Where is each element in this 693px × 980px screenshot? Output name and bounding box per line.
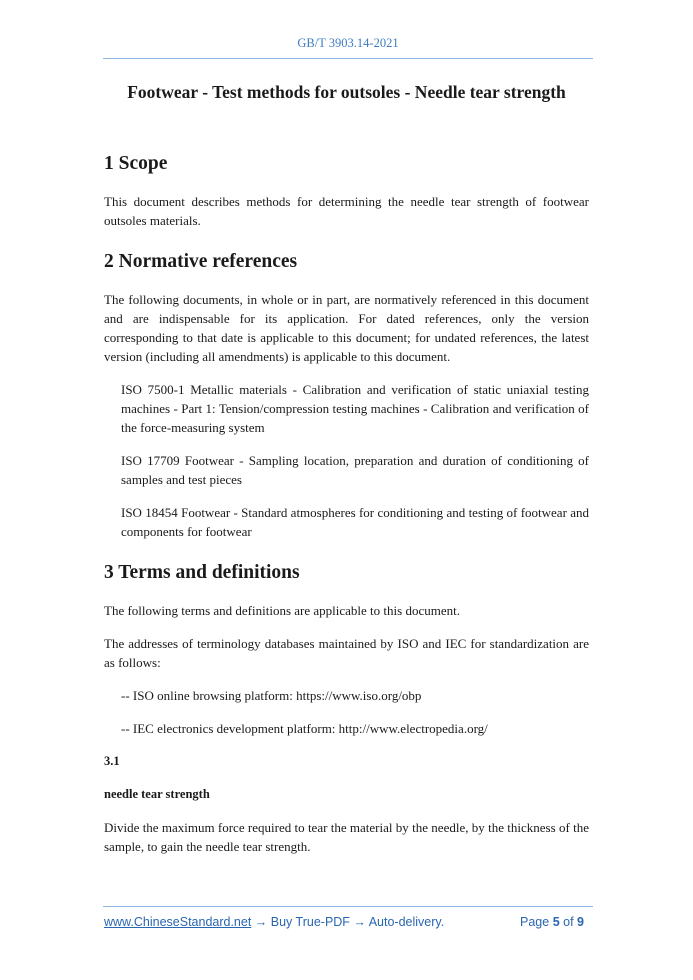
page-of-label: of	[563, 915, 574, 929]
footer-divider	[103, 906, 593, 907]
term-name: needle tear strength	[104, 787, 210, 801]
footer-promo	[104, 915, 444, 929]
terminology-platform-item: -- ISO online browsing platform: https://www.iso.org/obp	[121, 688, 422, 703]
terminology-platform-item: -- IEC electronics development platform: http://www.electropedia.org/	[121, 721, 488, 736]
reference-item: ISO 7500-1 Metallic materials - Calibration and verification of static uniaxial testing machines - Part 1: Tension/compression testing machines - Calibration and verification of the force-measuring system	[121, 382, 589, 435]
chinesestandard-link[interactable]: www.ChineseStandard.net	[104, 915, 252, 929]
normative-intro-paragraph: The following documents, in whole or in part, are normatively referenced in this document and are indispensable for its application. For dated references, only the version corresponding to that date is applicable to this document; for undated references, the latest version (including all amendments) is applicable to this document.	[104, 292, 589, 364]
reference-item: ISO 17709 Footwear - Sampling location, preparation and duration of conditioning of samples and test pieces	[121, 453, 589, 487]
scope-paragraph: This document describes methods for determining the needle tear strength of footwear outsoles materials.	[104, 194, 589, 228]
section-heading-terms: 3 Terms and definitions	[104, 562, 300, 583]
page-number	[520, 915, 584, 929]
terms-paragraph-2: The addresses of terminology databases maintained by ISO and IEC for standardization are as follows:	[104, 636, 589, 670]
page-header-doc-number: GB/T 3903.14-2021	[103, 36, 593, 59]
section-heading-normative-references: 2 Normative references	[104, 251, 298, 272]
page-total: 9	[577, 915, 584, 929]
page-footer	[104, 915, 589, 935]
page-label: Page	[520, 915, 550, 929]
reference-item: ISO 18454 Footwear - Standard atmospheres for conditioning and testing of footwear and components for footwear	[121, 505, 589, 539]
term-number: 3.1	[104, 754, 120, 768]
section-heading-scope: 1 Scope	[104, 153, 168, 174]
document-body	[104, 150, 589, 856]
document-title: Footwear - Test methods for outsoles - Needle tear strength	[127, 82, 566, 102]
term-definition: Divide the maximum force required to tear the material by the needle, by the thickness of the sample, to gain the needle tear strength.	[104, 820, 589, 854]
page-current: 5	[552, 915, 560, 929]
footer-tagline: → Buy True-PDF → Auto-delivery.	[251, 915, 445, 929]
terms-paragraph-1: The following terms and definitions are applicable to this document.	[104, 603, 460, 618]
